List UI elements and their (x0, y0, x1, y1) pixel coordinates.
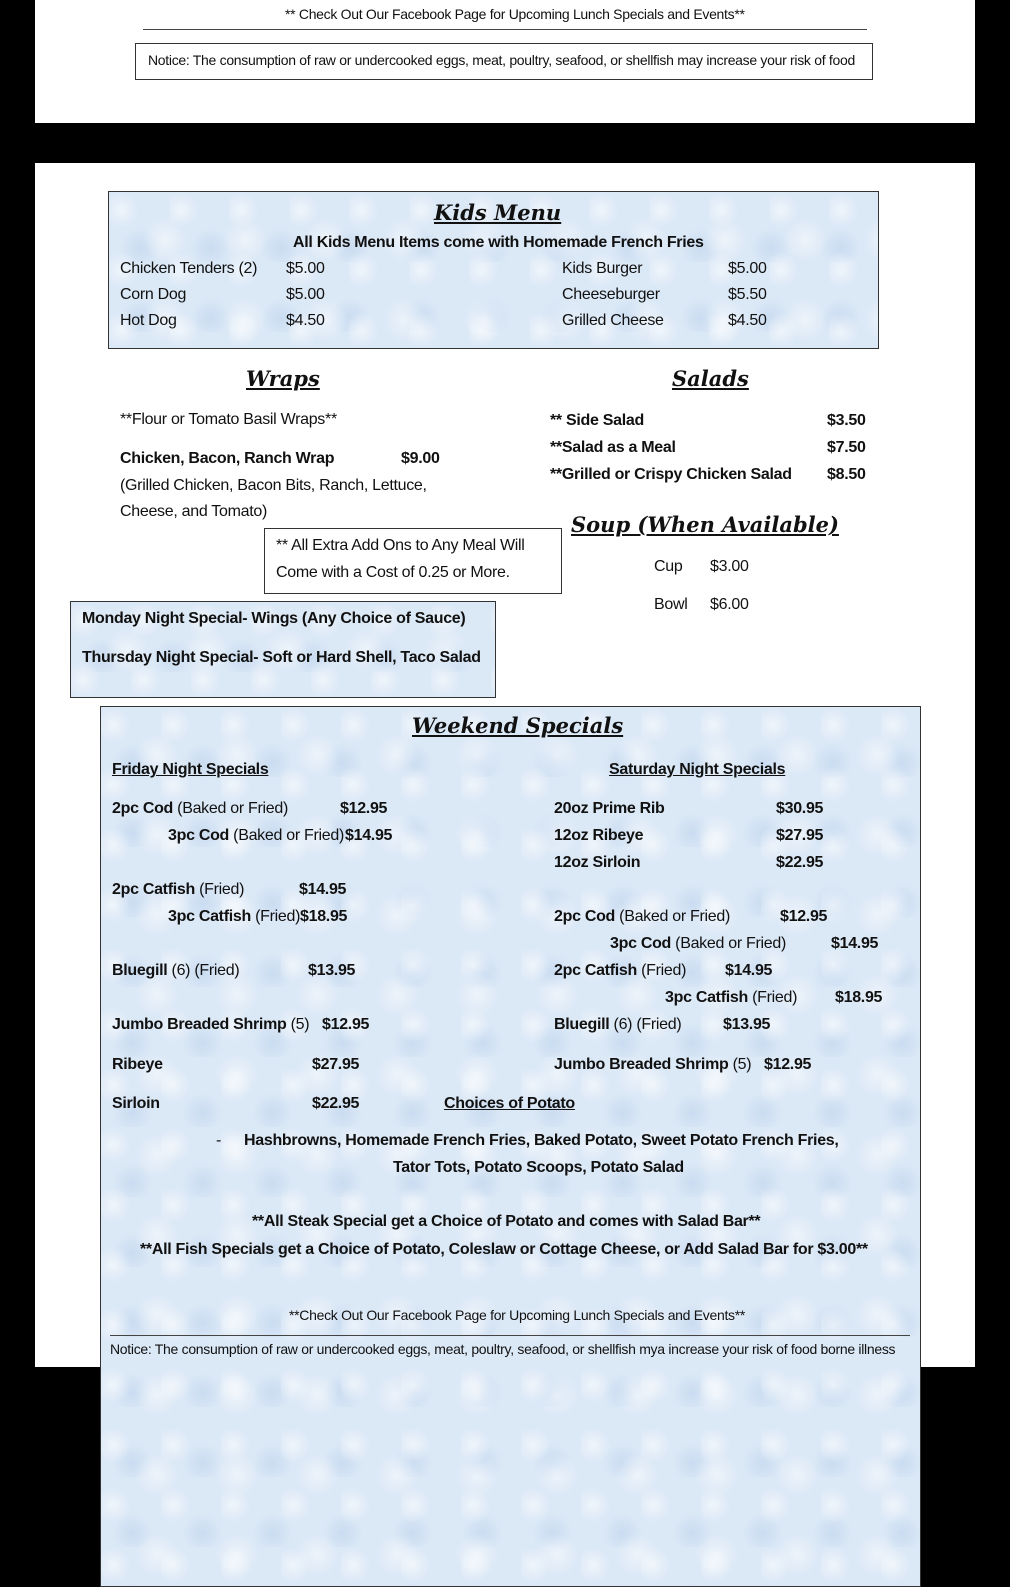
saturday-item-price: $12.95 (780, 908, 828, 925)
kids-item-name: Kids Burger (562, 260, 643, 277)
wraps-title: Wraps (246, 366, 320, 391)
saturday-item: Jumbo Breaded Shrimp (5) (554, 1056, 752, 1073)
friday-item-price: $12.95 (340, 800, 388, 817)
facebook-note: ** Check Out Our Facebook Page for Upcoming Lunch Specials and Events** (285, 6, 745, 22)
saturday-item-price: $14.95 (725, 962, 773, 979)
wrap-item-price: $9.00 (401, 450, 440, 467)
saturday-item: Bluegill (6) (Fried) (554, 1016, 682, 1033)
potato-heading: Choices of Potato (444, 1095, 575, 1112)
soup-item-name: Cup (654, 558, 683, 575)
menu-page-top (35, 0, 975, 123)
soup-item-name: Bowl (654, 596, 688, 613)
fish-note: **All Fish Specials get a Choice of Potato, Coleslaw or Cottage Cheese, or Add Salad Bar for $3.00** (140, 1241, 868, 1258)
saturday-item: 12oz Sirloin (554, 854, 641, 871)
saturday-item: 2pc Cod (Baked or Fried) (554, 908, 730, 925)
friday-item: Bluegill (6) (Fried) (112, 962, 240, 979)
notice-box (135, 43, 873, 80)
saturday-item-price: $18.95 (835, 989, 883, 1006)
notice-text: Notice: The consumption of raw or undercooked eggs, meat, poultry, seafood, or shellfish may increase your risk of food (148, 52, 855, 68)
friday-item: 3pc Catfish (Fried) (168, 908, 301, 925)
potato-choices: Hashbrowns, Homemade French Fries, Baked Potato, Sweet Potato French Fries, (244, 1132, 839, 1149)
friday-item-price: $14.95 (299, 881, 347, 898)
friday-item-price: $13.95 (308, 962, 356, 979)
wrap-item-description: Cheese, and Tomato) (120, 503, 267, 520)
addons-text: Come with a Cost of 0.25 or More. (276, 564, 510, 581)
menu-page (35, 163, 975, 1367)
divider (110, 1335, 910, 1336)
friday-heading: Friday Night Specials (112, 761, 269, 778)
thursday-special: Thursday Night Special- Soft or Hard Shell, Taco Salad (82, 649, 481, 666)
friday-item-price: $14.95 (345, 827, 393, 844)
soup-item-price: $6.00 (710, 596, 749, 613)
kids-menu-box (108, 191, 879, 349)
saturday-item-price: $14.95 (831, 935, 879, 952)
kids-item-price: $5.50 (728, 286, 767, 303)
notice-text: Notice: The consumption of raw or undercooked eggs, meat, poultry, seafood, or shellfish mya increase your risk of food borne illness (110, 1341, 896, 1357)
friday-item: Ribeye (112, 1056, 163, 1073)
addons-text: ** All Extra Add Ons to Any Meal Will (276, 537, 525, 554)
wraps-note: **Flour or Tomato Basil Wraps** (120, 411, 337, 428)
monday-special: Monday Night Special- Wings (Any Choice of Sauce) (82, 610, 466, 627)
divider (143, 29, 867, 30)
saturday-item: 3pc Cod (Baked or Fried) (610, 935, 786, 952)
saturday-item: 2pc Catfish (Fried) (554, 962, 687, 979)
saturday-heading: Saturday Night Specials (609, 761, 786, 778)
kids-item-name: Chicken Tenders (2) (120, 260, 258, 277)
saturday-item-price: $30.95 (776, 800, 824, 817)
kids-item-price: $5.00 (286, 260, 325, 277)
salad-item-price: $7.50 (827, 439, 866, 456)
weekend-specials-box (100, 706, 921, 1587)
friday-item: 3pc Cod (Baked or Fried) (168, 827, 344, 844)
salad-item-price: $8.50 (827, 466, 866, 483)
friday-item-price: $27.95 (312, 1056, 360, 1073)
friday-item-price: $22.95 (312, 1095, 360, 1112)
saturday-item-price: $12.95 (764, 1056, 812, 1073)
friday-item-price: $12.95 (322, 1016, 370, 1033)
saturday-item: 20oz Prime Rib (554, 800, 665, 817)
soup-item-price: $3.00 (710, 558, 749, 575)
night-specials-box (70, 601, 496, 698)
weekend-title: Weekend Specials (412, 713, 624, 738)
addons-box (264, 528, 562, 594)
friday-item: Sirloin (112, 1095, 160, 1112)
salad-item-name: ** Side Salad (550, 412, 644, 429)
friday-item-price: $18.95 (300, 908, 348, 925)
kids-menu-subtitle: All Kids Menu Items come with Homemade French Fries (293, 234, 704, 251)
wrap-item-name: Chicken, Bacon, Ranch Wrap (120, 450, 335, 467)
kids-item-name: Corn Dog (120, 286, 187, 303)
friday-item: Jumbo Breaded Shrimp (5) (112, 1016, 310, 1033)
wrap-item-description: (Grilled Chicken, Bacon Bits, Ranch, Lettuce, (120, 477, 427, 494)
salads-title: Salads (672, 366, 749, 391)
saturday-item-price: $22.95 (776, 854, 824, 871)
salad-item-name: **Grilled or Crispy Chicken Salad (550, 466, 792, 483)
potato-choices: Tator Tots, Potato Scoops, Potato Salad (393, 1159, 684, 1176)
saturday-item: 3pc Catfish (Fried) (665, 989, 798, 1006)
friday-item: 2pc Cod (Baked or Fried) (112, 800, 288, 817)
soup-title: Soup (When Available) (571, 512, 839, 537)
salad-item-price: $3.50 (827, 412, 866, 429)
kids-item-name: Cheeseburger (562, 286, 660, 303)
salad-item-name: **Salad as a Meal (550, 439, 676, 456)
kids-item-price: $5.00 (286, 286, 325, 303)
kids-item-name: Grilled Cheese (562, 312, 664, 329)
friday-item: 2pc Catfish (Fried) (112, 881, 245, 898)
kids-item-name: Hot Dog (120, 312, 177, 329)
steak-note: **All Steak Special get a Choice of Potato and comes with Salad Bar** (252, 1213, 761, 1230)
facebook-note: **Check Out Our Facebook Page for Upcoming Lunch Specials and Events** (289, 1307, 746, 1323)
kids-item-price: $4.50 (286, 312, 325, 329)
kids-menu-title: Kids Menu (434, 200, 562, 225)
kids-item-price: $4.50 (728, 312, 767, 329)
saturday-item-price: $13.95 (723, 1016, 771, 1033)
saturday-item: 12oz Ribeye (554, 827, 644, 844)
kids-item-price: $5.00 (728, 260, 767, 277)
saturday-item-price: $27.95 (776, 827, 824, 844)
potato-bullet: - (216, 1132, 222, 1149)
